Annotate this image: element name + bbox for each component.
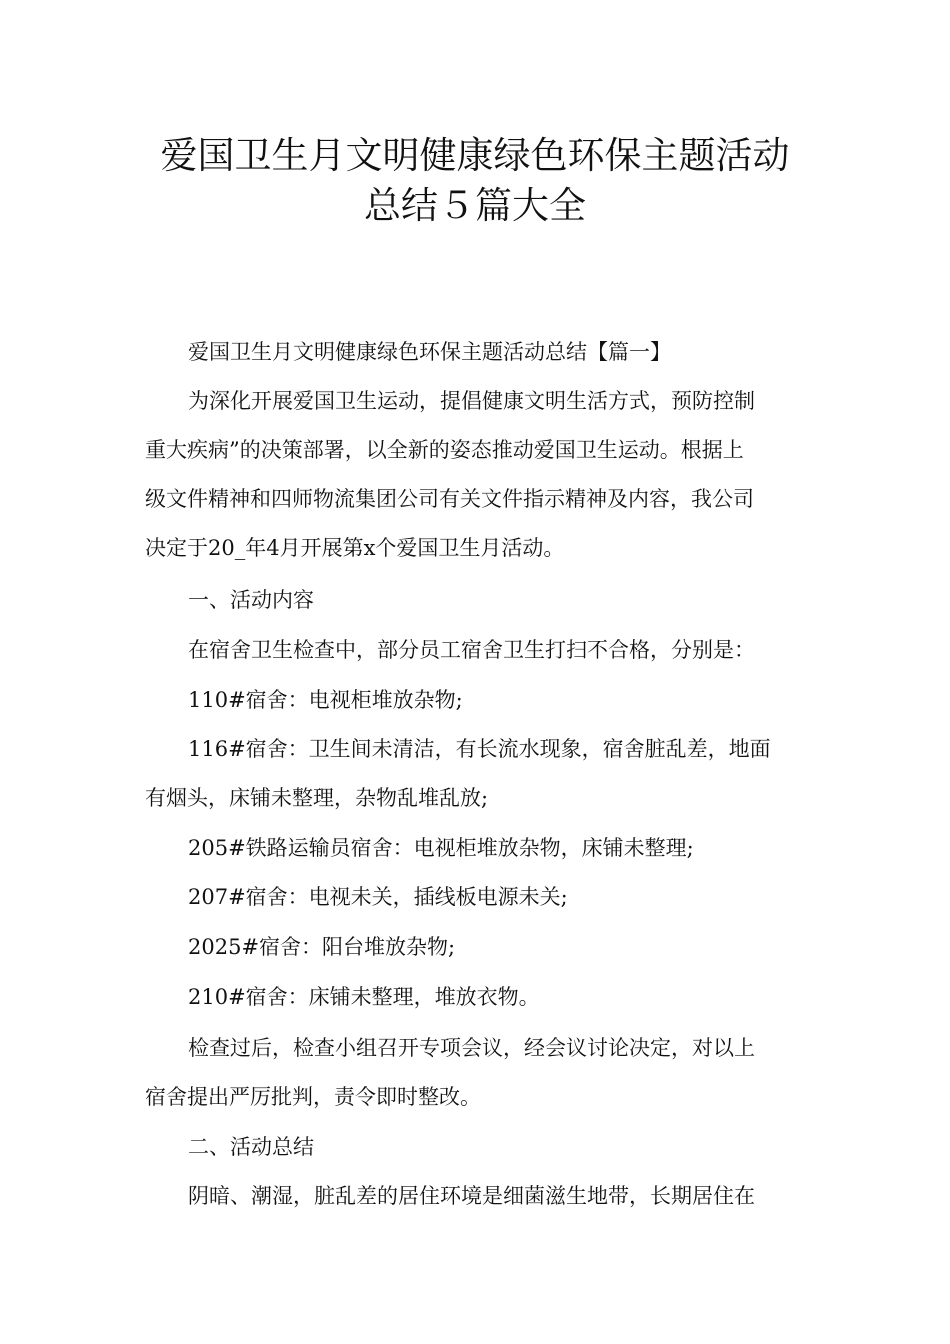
paragraph-line: 阴暗、潮湿，脏乱差的居住环境是细菌滋生地带，长期居住在 [188, 1184, 755, 1208]
list-item: 205#铁路运输员宿舍：电视柜堆放杂物，床铺未整理; [188, 836, 694, 860]
paragraph-line: 重大疾病”的决策部署，以全新的姿态推动爱国卫生运动。根据上 [145, 438, 744, 462]
list-item: 2025#宿舍：阳台堆放杂物; [188, 935, 456, 959]
section-heading: 一、活动内容 [188, 588, 314, 612]
paragraph-line: 级文件精神和四师物流集团公司有关文件指示精神及内容，我公司 [145, 487, 754, 511]
section-heading: 二、活动总结 [188, 1135, 314, 1159]
document-title-line-2: 总结５篇大全 [364, 184, 586, 227]
list-item: 210#宿舍：床铺未整理，堆放衣物。 [188, 985, 540, 1009]
list-item-continuation: 有烟头，床铺未整理，杂物乱堆乱放; [145, 786, 489, 810]
paragraph-line: 在宿舍卫生检查中，部分员工宿舍卫生打扫不合格，分别是： [188, 638, 755, 662]
section-heading-part-one: 爱国卫生月文明健康绿色环保主题活动总结【篇一】 [188, 340, 671, 364]
paragraph-line: 决定于20_年4月开展第x个爱国卫生月活动。 [145, 536, 565, 560]
document-title-line-1: 爱国卫生月文明健康绿色环保主题活动 [160, 134, 790, 177]
list-item: 207#宿舍：电视未关，插线板电源未关; [188, 885, 568, 909]
paragraph-line: 宿舍提出严厉批判，责令即时整改。 [145, 1085, 481, 1109]
paragraph-line: 为深化开展爱国卫生运动，提倡健康文明生活方式，预防控制 [188, 389, 755, 413]
list-item: 116#宿舍：卫生间未清洁，有长流水现象，宿舍脏乱差，地面 [188, 737, 771, 761]
list-item: 110#宿舍：电视柜堆放杂物; [188, 688, 463, 712]
paragraph-line: 检查过后，检查小组召开专项会议，经会议讨论决定，对以上 [188, 1036, 755, 1060]
